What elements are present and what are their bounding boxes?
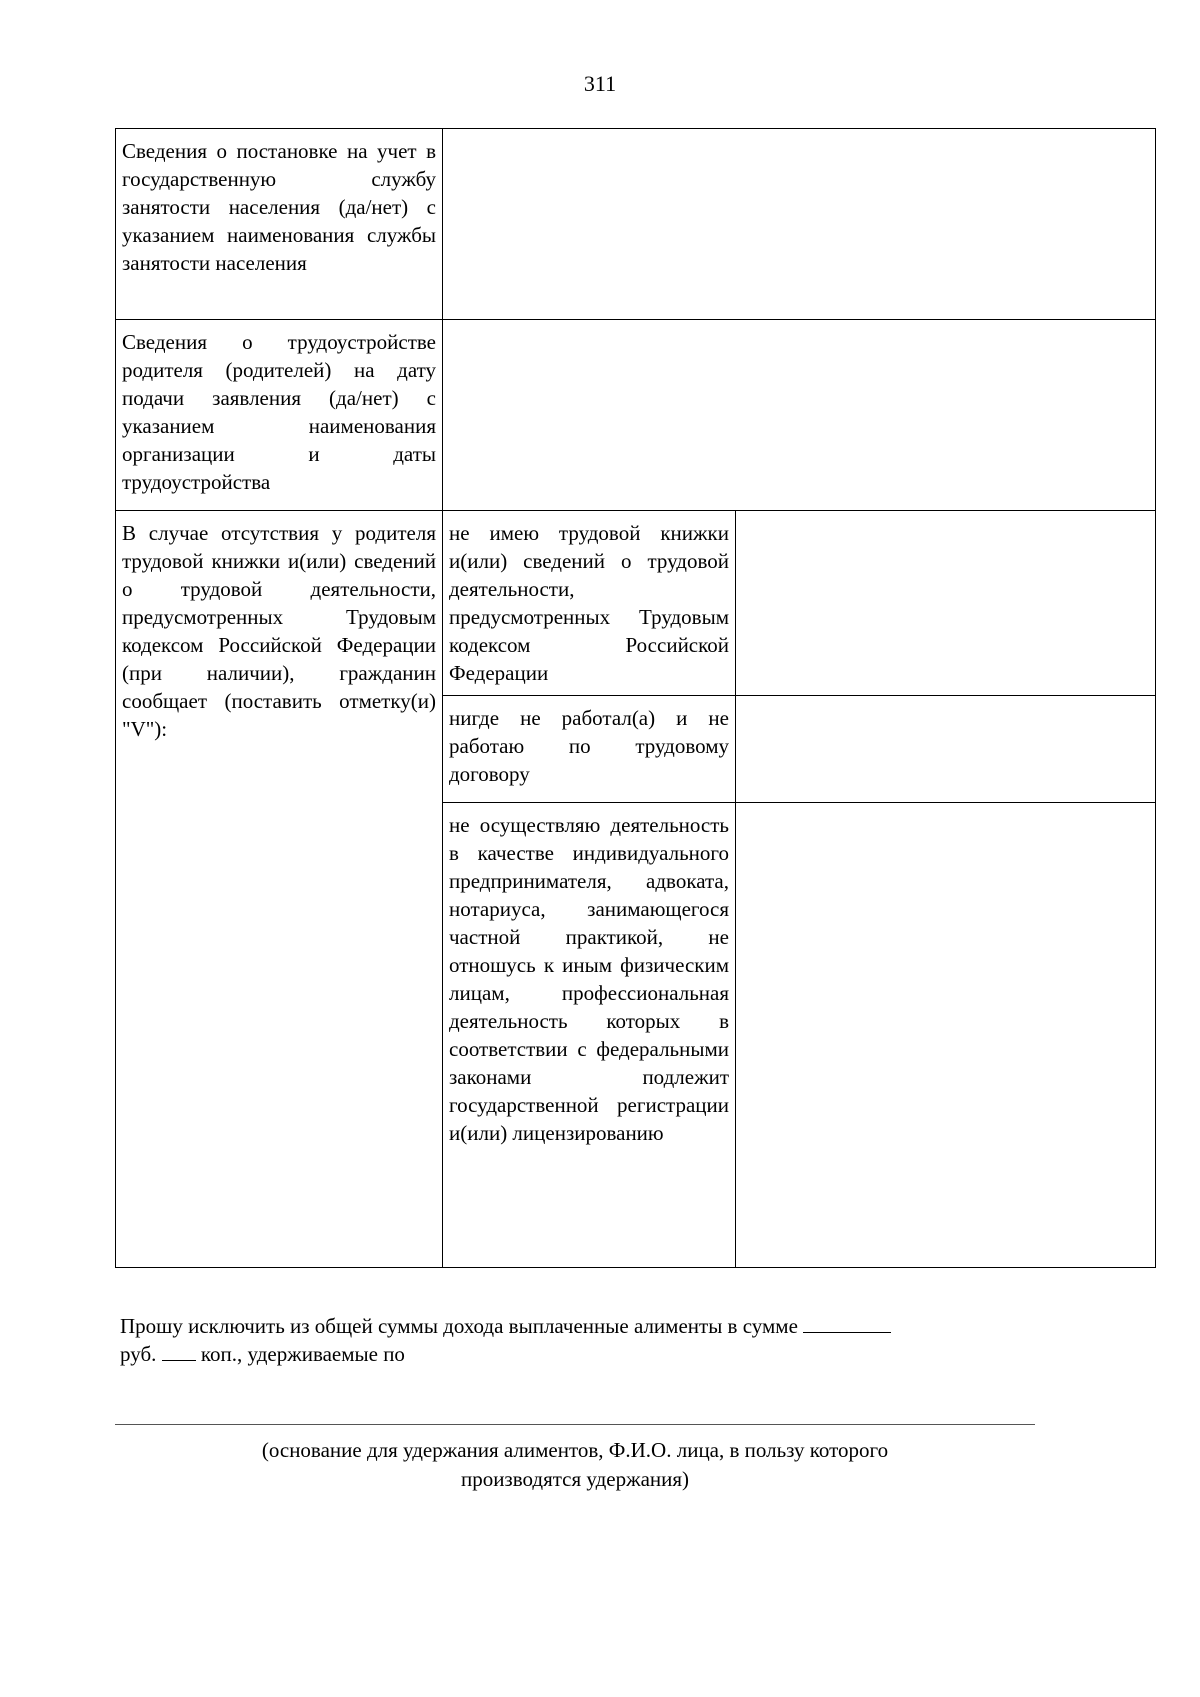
option-no-workbook-label: не имею трудовой книжки и(или) сведений о трудовой деятельности, предусмотренных Трудовым кодексом Российской Федерации [443, 511, 736, 696]
application-form-table [115, 128, 1156, 1268]
no-workbook-label: В случае отсутствия у родителя трудовой книжки и(или) сведений о трудовой деятельности, предусмотренных Трудовым кодексом Российской Федерации (при наличии), гражданин сообщает (поставить отметку(и) "V"): [116, 511, 443, 1268]
option-no-workbook-checkmark-cell[interactable] [736, 511, 1156, 696]
option-not-entrepreneur-label: не осуществляю деятельность в качестве индивидуального предпринимателя, адвоката, нотариуса, занимающегося частной практикой, не отношусь к иным физическим лицам, профессиональная деятельность которых в соответствии с федеральными законами подлежит государственной регистрации и(или) лицензированию [443, 803, 736, 1268]
basis-input-line[interactable] [115, 1424, 1035, 1425]
request-text-part3: коп., удерживаемые по [200, 1342, 405, 1366]
employment-service-label: Сведения о постановке на учет в государственную службу занятости населения (да/нет) с указанием наименования службы занятости населения [116, 129, 443, 320]
option-never-worked-label: нигде не работал(а) и не работаю по трудовому договору [443, 696, 736, 803]
page-number: 311 [583, 71, 617, 96]
request-text-part2: руб. [120, 1342, 157, 1366]
employment-status-label: Сведения о трудоустройстве родителя (родителей) на дату подачи заявления (да/нет) с указанием наименования организации и даты трудоустройства [116, 320, 443, 511]
rubles-amount-blank[interactable] [803, 1312, 891, 1333]
option-not-entrepreneur-checkmark-cell[interactable] [736, 803, 1156, 1268]
kopecks-amount-blank[interactable] [162, 1340, 196, 1361]
request-text-part1: Прошу исключить из общей суммы дохода выплаченные алименты в сумме [120, 1314, 798, 1338]
caption-line-2: производятся удержания) [460, 1467, 690, 1491]
employment-status-field[interactable] [443, 320, 1156, 511]
option-never-worked-checkmark-cell[interactable] [736, 696, 1156, 803]
table-row [116, 129, 1156, 320]
table-row [116, 320, 1156, 511]
caption-line-1: (основание для удержания алиментов, Ф.И.О. лица, в пользу которого [261, 1438, 889, 1462]
alimony-request-paragraph [120, 1312, 1040, 1368]
basis-caption [115, 1436, 1035, 1494]
employment-service-field[interactable] [443, 129, 1156, 320]
table-row [116, 511, 1156, 696]
